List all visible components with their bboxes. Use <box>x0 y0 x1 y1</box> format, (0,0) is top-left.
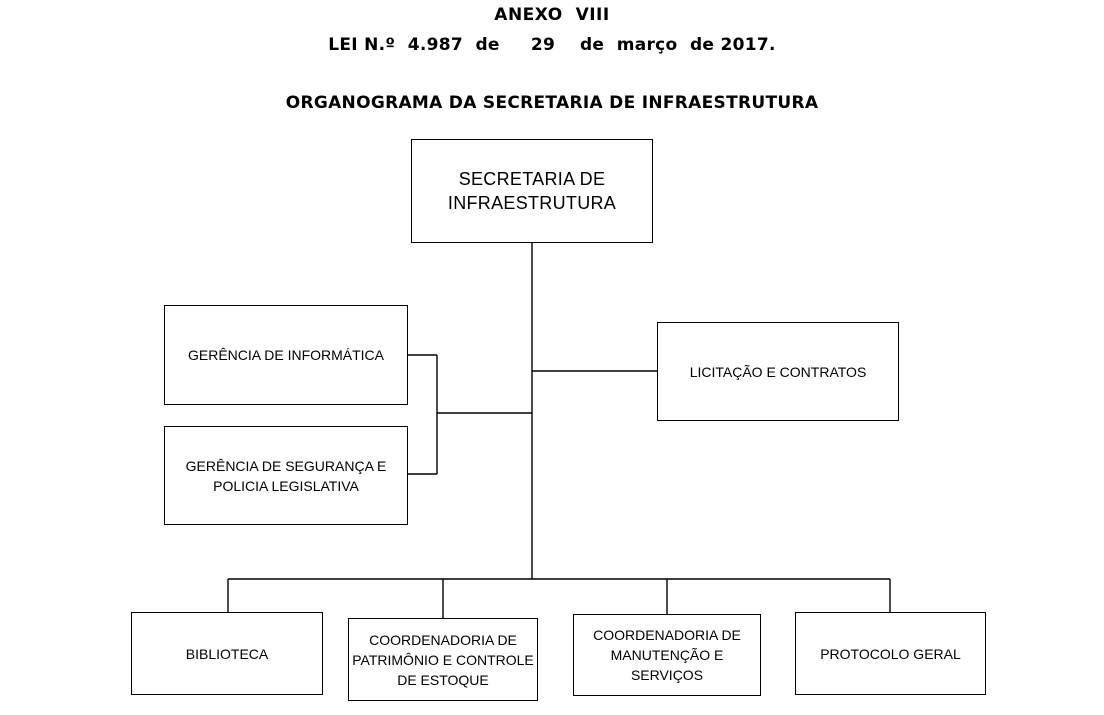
node-licitacao-contratos: LICITAÇÃO E CONTRATOS <box>657 322 899 421</box>
node-coordenadoria-manutencao: COORDENADORIA DE MANUTENÇÃO E SERVIÇOS <box>573 614 761 696</box>
law-reference: LEI N.º 4.987 de 29 de março de 2017. <box>328 35 776 55</box>
annex-heading: ANEXO VIII <box>494 5 610 25</box>
node-gerencia-seguranca: GERÊNCIA DE SEGURANÇA E POLICIA LEGISLATIVA <box>164 426 408 525</box>
node-gerencia-informatica: GERÊNCIA DE INFORMÁTICA <box>164 305 408 405</box>
node-protocolo-geral: PROTOCOLO GERAL <box>795 612 986 695</box>
diagram-title: ORGANOGRAMA DA SECRETARIA DE INFRAESTRUTURA <box>285 93 819 113</box>
node-biblioteca: BIBLIOTECA <box>131 612 323 695</box>
node-secretaria-infraestrutura: SECRETARIA DE INFRAESTRUTURA <box>411 139 653 243</box>
node-coordenadoria-patrimonio: COORDENADORIA DE PATRIMÔNIO E CONTROLE DE ESTOQUE <box>348 618 538 701</box>
